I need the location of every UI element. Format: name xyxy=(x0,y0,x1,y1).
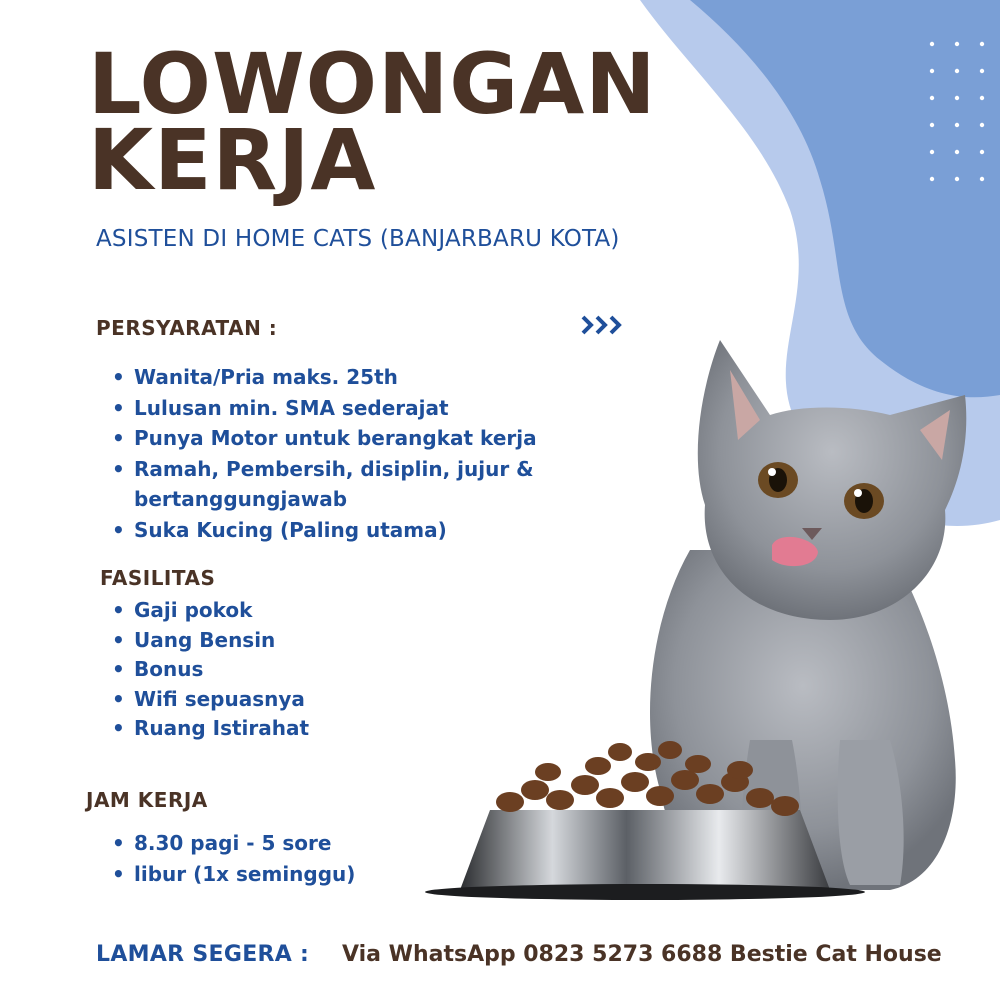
title-line-1: LOWONGAN xyxy=(88,35,657,133)
list-item: • Ramah, Pembersih, disiplin, jujur & bertanggungjawab xyxy=(110,454,564,515)
list-item: • Lulusan min. SMA sederajat xyxy=(110,393,564,424)
list-item: • Wanita/Pria maks. 25th xyxy=(110,362,564,393)
job-subtitle: ASISTEN DI HOME CATS (BANJARBARU KOTA) xyxy=(96,226,620,252)
list-item: • libur (1x seminggu) xyxy=(110,859,355,890)
kitten-with-food-bowl-image xyxy=(420,320,1000,910)
kitten-head xyxy=(698,340,967,620)
list-item: • Punya Motor untuk berangkat kerja xyxy=(110,423,564,454)
dot-grid-decoration xyxy=(928,40,988,190)
facilities-list xyxy=(110,596,309,744)
list-item: • Gaji pokok xyxy=(110,596,309,626)
list-item: • Wifi sepuasnya xyxy=(110,685,309,715)
list-item: • Suka Kucing (Paling utama) xyxy=(110,515,564,546)
food-bowl xyxy=(460,810,830,890)
facilities-heading: FASILITAS xyxy=(100,566,216,590)
list-item: • Uang Bensin xyxy=(110,626,309,656)
hours-list xyxy=(110,828,355,890)
requirements-heading: PERSYARATAN : xyxy=(96,316,278,340)
list-item: • 8.30 pagi - 5 sore xyxy=(110,828,355,859)
apply-now-label: LAMAR SEGERA : xyxy=(96,942,310,967)
list-item: • Bonus xyxy=(110,655,309,685)
title-line-2: KERJA xyxy=(88,111,377,209)
hours-heading: JAM KERJA xyxy=(86,788,208,812)
contact-info: Via WhatsApp 0823 5273 6688 Bestie Cat House xyxy=(342,942,942,967)
list-item: • Ruang Istirahat xyxy=(110,714,309,744)
